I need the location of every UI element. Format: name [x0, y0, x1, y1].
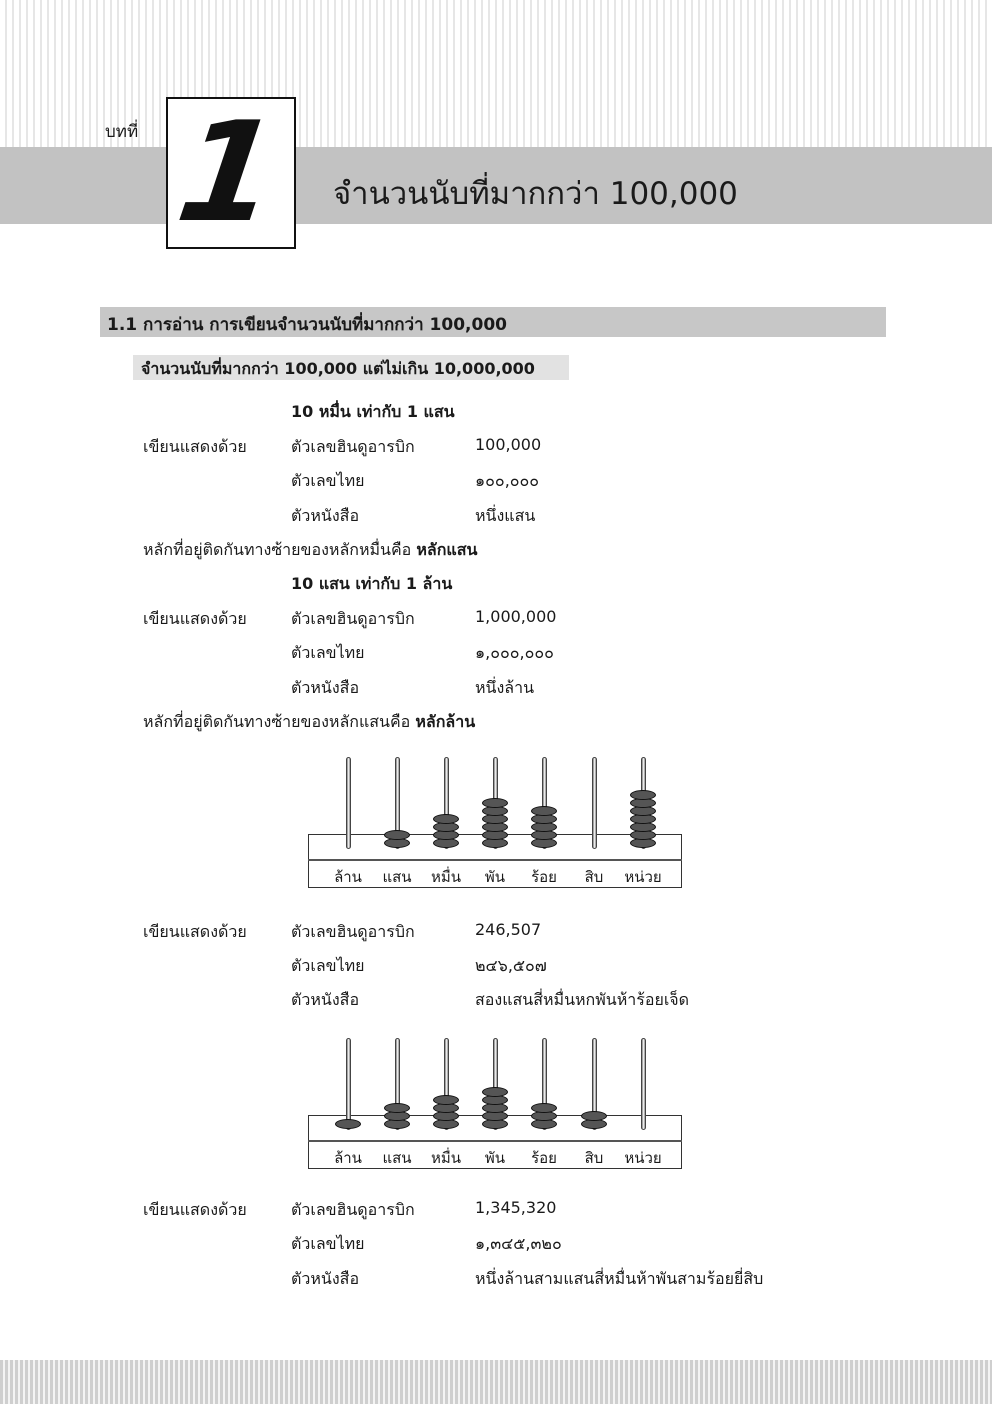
write-label: เขียนแสดงด้วย: [143, 922, 247, 941]
words-label: ตัวหนังสือ: [291, 1269, 360, 1288]
hindu-arabic-value: 1,345,320: [475, 1198, 557, 1217]
equivalence-statement: 10 แสน เท่ากับ 1 ล้าน: [291, 574, 453, 593]
abacus-bead: [581, 1111, 607, 1121]
place-value-label: แสน: [382, 868, 412, 886]
place-value-label: หน่วย: [624, 868, 662, 886]
place-value-label: ร้อย: [531, 1149, 557, 1167]
hindu-arabic-label: ตัวเลขฮินดูอารบิก: [291, 922, 415, 941]
abacus-bead: [482, 798, 508, 808]
thai-numeral-value: ๑,๓๔๕,๓๒๐: [475, 1234, 562, 1253]
hindu-arabic-label: ตัวเลขฮินดูอารบิก: [291, 609, 415, 628]
section-heading: 1.1 การอ่าน การเขียนจำนวนนับที่มากกว่า 100,000: [107, 315, 507, 335]
chapter-number-box: [166, 92, 296, 253]
abacus-rod: [346, 757, 351, 849]
thai-numeral-label: ตัวเลขไทย: [291, 471, 365, 490]
thai-numeral-value: ๒๔๖,๕๐๗: [475, 956, 547, 975]
abacus-diagram: [308, 752, 684, 912]
place-value-label: พัน: [484, 868, 506, 886]
place-value-label: สิบ: [584, 1149, 604, 1167]
abacus-bead: [482, 1087, 508, 1097]
abacus-diagram: [308, 1033, 684, 1193]
chapter-number: 1: [168, 92, 288, 253]
chapter-label: บทที่: [105, 122, 139, 142]
write-label: เขียนแสดงด้วย: [143, 609, 247, 628]
top-stripe-decoration: [0, 0, 992, 148]
hindu-arabic-value: 100,000: [475, 435, 542, 454]
abacus-bead: [531, 1103, 557, 1113]
words-label: ตัวหนังสือ: [291, 678, 360, 697]
write-label: เขียนแสดงด้วย: [143, 1200, 247, 1219]
place-value-label: หมื่น: [430, 868, 462, 886]
thai-numeral-label: ตัวเลขไทย: [291, 643, 365, 662]
abacus-bead: [433, 814, 459, 824]
abacus-bead: [384, 830, 410, 840]
abacus-rod: [641, 1038, 646, 1130]
hindu-arabic-value: 1,000,000: [475, 607, 557, 626]
hindu-arabic-label: ตัวเลขฮินดูอารบิก: [291, 437, 415, 456]
chapter-title: จำนวนนับที่มากกว่า 100,000: [333, 176, 738, 212]
abacus-rod: [346, 1038, 351, 1130]
thai-numeral-label: ตัวเลขไทย: [291, 956, 365, 975]
place-statement-text: หลักที่อยู่ติดกันทางซ้ายของหลักหมื่นคือ: [143, 540, 417, 559]
words-value: หนึ่งล้านสามแสนสี่หมื่นห้าพันสามร้อยยี่สิบ: [475, 1269, 764, 1288]
words-value: หนึ่งล้าน: [475, 678, 535, 697]
place-name: หลักแสน: [416, 540, 478, 559]
place-statement: [143, 710, 475, 735]
place-value-label: สิบ: [584, 868, 604, 886]
place-value-label: หมื่น: [430, 1149, 462, 1167]
place-value-label: พัน: [484, 1149, 506, 1167]
thai-numeral-value: ๑๐๐,๐๐๐: [475, 471, 540, 490]
words-label: ตัวหนังสือ: [291, 506, 360, 525]
hindu-arabic-label: ตัวเลขฮินดูอารบิก: [291, 1200, 415, 1219]
place-value-label: ล้าน: [334, 1149, 362, 1167]
words-value: สองแสนสี่หมื่นหกพันห้าร้อยเจ็ด: [475, 990, 690, 1009]
abacus-rod: [592, 757, 597, 849]
abacus-bead: [384, 1103, 410, 1113]
place-value-label: ร้อย: [531, 868, 557, 886]
abacus-bead: [531, 806, 557, 816]
hindu-arabic-value: 246,507: [475, 920, 542, 939]
abacus-base-edge: [308, 859, 682, 861]
words-value: หนึ่งแสน: [475, 506, 536, 525]
thai-numeral-value: ๑,๐๐๐,๐๐๐: [475, 643, 554, 662]
abacus-bead: [433, 1095, 459, 1105]
subsection-heading: จำนวนนับที่มากกว่า 100,000 แต่ไม่เกิน 10,000,000: [141, 359, 535, 378]
abacus-bead: [335, 1119, 361, 1129]
abacus-base-edge: [308, 1140, 682, 1142]
place-statement-text: หลักที่อยู่ติดกันทางซ้ายของหลักแสนคือ: [143, 712, 416, 731]
bottom-stripe-decoration: [0, 1360, 992, 1404]
thai-numeral-label: ตัวเลขไทย: [291, 1234, 365, 1253]
equivalence-statement: 10 หมื่น เท่ากับ 1 แสน: [291, 402, 455, 421]
place-statement: [143, 538, 477, 563]
words-label: ตัวหนังสือ: [291, 990, 360, 1009]
place-value-label: แสน: [382, 1149, 412, 1167]
place-value-label: ล้าน: [334, 868, 362, 886]
abacus-bead: [630, 790, 656, 800]
place-value-label: หน่วย: [624, 1149, 662, 1167]
write-label: เขียนแสดงด้วย: [143, 437, 247, 456]
place-name: หลักล้าน: [415, 712, 476, 731]
